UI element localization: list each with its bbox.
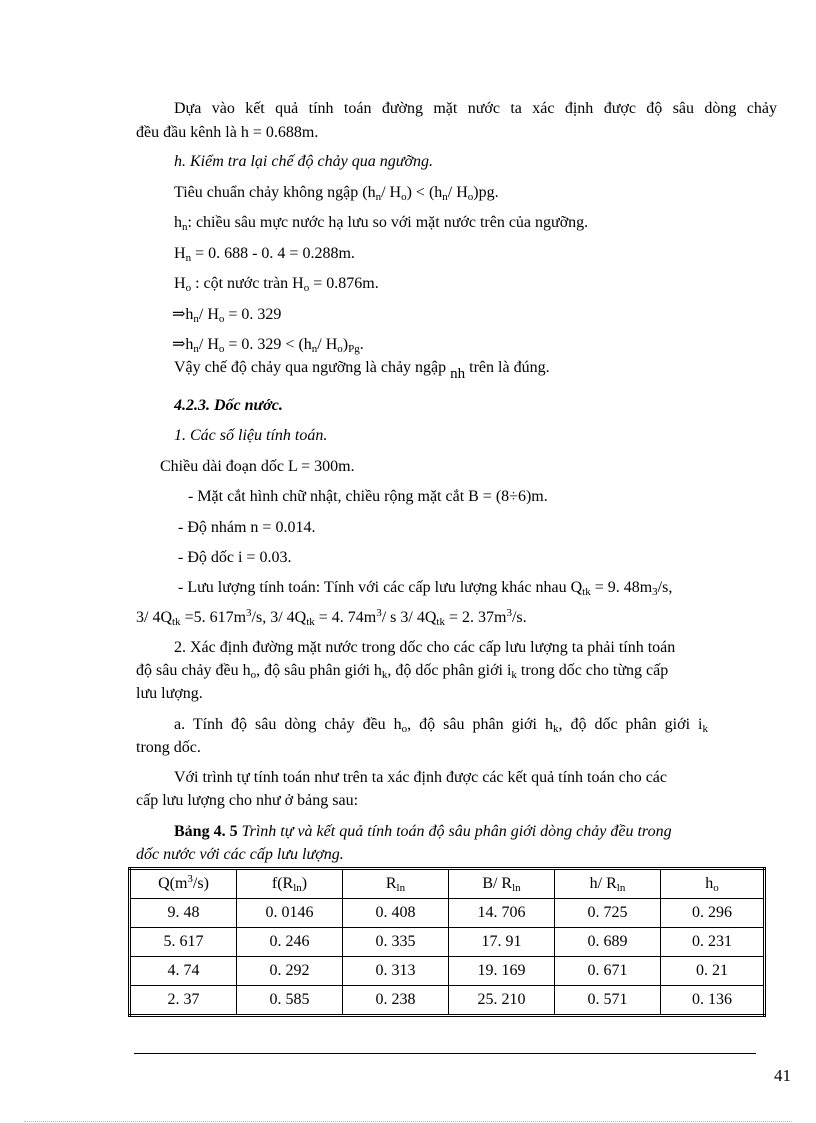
data-line: - Mặt cắt hình chữ nhật, chiều rộng mặt cắt B = (8÷6)m. (188, 488, 548, 505)
table-cell: 0. 238 (343, 986, 449, 1016)
flow-line: 3/ $4Q_{tk} =5$. $617m^3/s$, 3/ $4Q_{tk} = 4$. $74m^3/$ s 3/ $4Q_{tk} = 2$. $37m^3/s$. (136, 607, 527, 628)
footer-divider (134, 1053, 756, 1054)
paragraph-line: trong dốc. (136, 739, 201, 756)
ratio-line: $\Rightarrow h_n/$ $H_o = 0$. $329 < (h_n/$ $H_o)_{Pg}$. (172, 336, 364, 355)
calc-line: $H_n = 0$. 688 - 0. 4 = 0.288m. (174, 245, 355, 264)
header-cell: $h_o$ (661, 869, 765, 899)
table-cell: 17. 91 (449, 928, 555, 957)
table-cell: 2. 37 (130, 986, 237, 1016)
flow-line: - Lưu lượng tính toán: Tính với các cấp lưu lượng khác nhau $Q_{tk} = 9$. $48m_3/s$, (178, 579, 673, 598)
data-line: - Độ dốc i = 0.03. (178, 549, 292, 566)
table-row (130, 928, 765, 957)
table-cell: 0. 408 (343, 899, 449, 928)
paragraph-line: đều đầu kênh là h = 0.688m. (136, 124, 319, 141)
table-cell: 0. 246 (237, 928, 343, 957)
conclusion-line: Vậy chế độ chảy qua ngưỡng là chảy ngập $_{nh}$ trên là đúng. (174, 359, 550, 382)
data-line: Chiều dài đoạn dốc L = 300m. (160, 458, 355, 475)
ratio-line: $\Rightarrow h_n/$ $H_o = 0$. 329 (172, 306, 282, 325)
definition-line: $H_o$ : cột nước tràn $H_o = 0.876m$. (174, 275, 379, 294)
subsection-heading: 1. Các số liệu tính toán. (174, 427, 328, 444)
paragraph-line: cấp lưu lượng cho như ở bảng sau: (136, 792, 359, 809)
table-cell: 0. 21 (661, 957, 765, 986)
table-cell: 0. 689 (555, 928, 661, 957)
page-number: 41 (774, 1066, 791, 1085)
header-cell: $Q(m^3/s)$ (130, 869, 237, 899)
table-cell: 0. 231 (661, 928, 765, 957)
data-line: - Độ nhám n = 0.014. (178, 519, 316, 536)
paragraph-line: 2. Xác định đường mặt nước trong dốc cho các cấp lưu lượng ta phải tính toán (174, 639, 676, 656)
results-table (128, 867, 766, 1017)
table-cell: 25. 210 (449, 986, 555, 1016)
table-cell: 19. 169 (449, 957, 555, 986)
table-cell: 0. 296 (661, 899, 765, 928)
header-cell: B/ $R_{ln}$ (449, 869, 555, 899)
paragraph-line: Với trình tự tính toán như trên ta xác định được các kết quả tính toán cho các (174, 769, 668, 786)
paragraph-line: a. Tính độ sâu dòng chảy đều $h_o$, độ sâu phân giới $h_k$, độ dốc phân giới $i_k$ (174, 716, 708, 735)
table-cell: 14. 706 (449, 899, 555, 928)
table-cell: 0. 292 (237, 957, 343, 986)
subsection-heading: h. Kiểm tra lại chế độ chảy qua ngưỡng. (174, 153, 434, 170)
page-edge-divider (24, 1121, 792, 1122)
table-cell: 0. 335 (343, 928, 449, 957)
table-cell: 4. 74 (130, 957, 237, 986)
table-cell: 0. 571 (555, 986, 661, 1016)
table-header-row (130, 869, 765, 899)
paragraph-line: Dựa vào kết quả tính toán đường mặt nước ta xác định được độ sâu dòng chảy (174, 100, 777, 117)
table-cell: 0. 313 (343, 957, 449, 986)
table-caption: dốc nước với các cấp lưu lượng. (136, 846, 344, 863)
table-cell: 0. 725 (555, 899, 661, 928)
table-cell: 5. 617 (130, 928, 237, 957)
definition-line: $h_n$: chiều sâu mực nước hạ lưu so với mặt nước trên của ngưỡng. (174, 214, 589, 233)
table-caption: Bảng 4. 5 Trình tự và kết quả tính toán độ sâu phân giới dòng chảy đều trong (174, 823, 672, 840)
header-cell: h/ $R_{ln}$ (555, 869, 661, 899)
header-cell: $R_{ln}$ (343, 869, 449, 899)
section-heading: 4.2.3. Dốc nước. (174, 397, 283, 414)
table-cell: 0. 585 (237, 986, 343, 1016)
table-cell: 0. 671 (555, 957, 661, 986)
header-cell: $f(R_{ln})$ (237, 869, 343, 899)
paragraph-line: lưu lượng. (136, 685, 203, 702)
paragraph-line: độ sâu chảy đều $h_o$, độ sâu phân giới $h_k$, độ dốc phân giới $i_k$ trong dốc cho từng cấp (136, 662, 669, 681)
table-row (130, 899, 765, 928)
criterion-line: Tiêu chuẩn chảy không ngập ($h_n/$ $H_o) < (h_n/$ $H_o)pg$. (174, 184, 499, 203)
table-cell: 0. 136 (661, 986, 765, 1016)
table-row (130, 986, 765, 1016)
table-row (130, 957, 765, 986)
table-cell: 0. 0146 (237, 899, 343, 928)
table-cell: 9. 48 (130, 899, 237, 928)
